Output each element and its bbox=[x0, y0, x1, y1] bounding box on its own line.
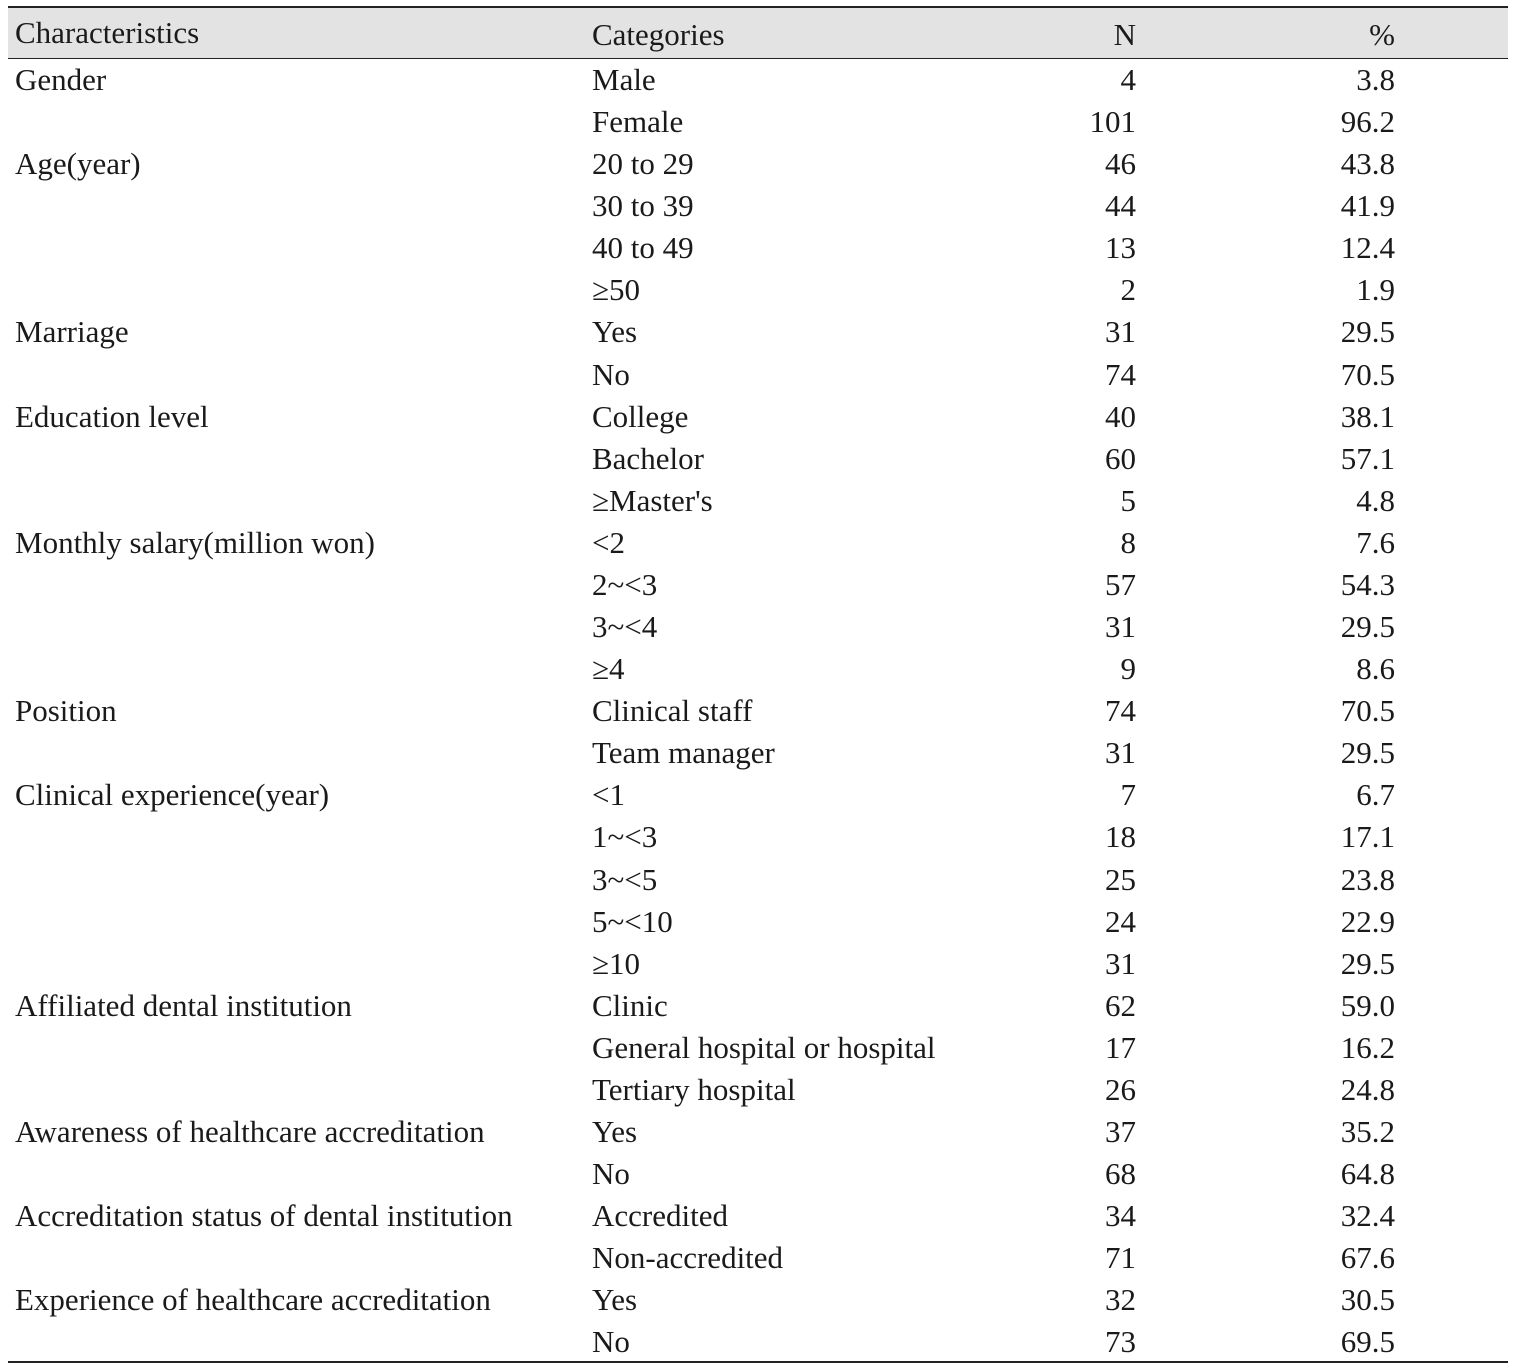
n-cell: 24 bbox=[1105, 903, 1136, 939]
table-row bbox=[8, 1111, 1508, 1153]
percent-cell: 7.6 bbox=[1356, 524, 1395, 560]
percent-cell: 35.2 bbox=[1340, 1114, 1395, 1149]
percent-cell: 70.5 bbox=[1340, 356, 1395, 392]
table-row bbox=[8, 59, 1508, 101]
n-cell: 31 bbox=[1105, 945, 1136, 981]
table-row bbox=[8, 1237, 1508, 1279]
n-cell: 26 bbox=[1105, 1071, 1136, 1107]
category-cell: Female bbox=[592, 104, 684, 140]
table-row bbox=[8, 143, 1508, 185]
category-cell: 30 to 39 bbox=[592, 188, 694, 224]
table-row bbox=[8, 1279, 1508, 1321]
table-row bbox=[8, 564, 1508, 606]
category-cell: Bachelor bbox=[592, 440, 704, 476]
n-cell: 101 bbox=[1089, 104, 1136, 140]
percent-cell: 41.9 bbox=[1340, 188, 1395, 224]
n-cell: 71 bbox=[1105, 1240, 1136, 1276]
percent-cell: 22.9 bbox=[1340, 903, 1395, 939]
table-row bbox=[8, 648, 1508, 690]
n-cell: 31 bbox=[1105, 735, 1136, 771]
table-row bbox=[8, 774, 1508, 816]
category-cell: Yes bbox=[592, 1282, 638, 1318]
category-cell: Yes bbox=[592, 1114, 638, 1149]
table-bottom-rule bbox=[8, 1361, 1508, 1363]
table-row bbox=[8, 606, 1508, 648]
header-percent: % bbox=[1369, 17, 1395, 52]
category-cell: 40 to 49 bbox=[592, 230, 694, 266]
category-cell: No bbox=[592, 356, 630, 392]
table-row bbox=[8, 1069, 1508, 1111]
category-cell: 3~<5 bbox=[592, 861, 658, 897]
n-cell: 9 bbox=[1120, 651, 1136, 687]
table-row bbox=[8, 438, 1508, 480]
characteristic-cell: Age(year) bbox=[15, 146, 141, 182]
category-cell: ≥50 bbox=[592, 272, 641, 308]
percent-cell: 59.0 bbox=[1340, 987, 1395, 1023]
table-row bbox=[8, 185, 1508, 227]
n-cell: 68 bbox=[1105, 1156, 1136, 1192]
table-header bbox=[8, 8, 1508, 59]
percent-cell: 29.5 bbox=[1340, 945, 1395, 981]
characteristic-cell: Monthly salary(million won) bbox=[15, 524, 375, 560]
percent-cell: 69.5 bbox=[1340, 1324, 1395, 1360]
category-cell: No bbox=[592, 1324, 630, 1360]
table-row bbox=[8, 1321, 1508, 1363]
category-cell: No bbox=[592, 1156, 630, 1192]
n-cell: 4 bbox=[1120, 62, 1136, 97]
percent-cell: 24.8 bbox=[1340, 1071, 1395, 1107]
n-cell: 32 bbox=[1105, 1282, 1136, 1318]
n-cell: 5 bbox=[1120, 482, 1136, 518]
n-cell: 17 bbox=[1105, 1029, 1136, 1065]
category-cell: Male bbox=[592, 62, 656, 97]
table-row bbox=[8, 522, 1508, 564]
percent-cell: 96.2 bbox=[1340, 104, 1395, 140]
header-categories: Categories bbox=[592, 17, 725, 52]
table-row bbox=[8, 1027, 1508, 1069]
table-row bbox=[8, 354, 1508, 396]
category-cell: Yes bbox=[592, 314, 638, 350]
n-cell: 18 bbox=[1105, 819, 1136, 855]
percent-cell: 3.8 bbox=[1356, 62, 1395, 97]
n-cell: 46 bbox=[1105, 146, 1136, 182]
characteristic-cell: Clinical experience(year) bbox=[15, 777, 330, 813]
percent-cell: 12.4 bbox=[1340, 230, 1395, 266]
table-row bbox=[8, 690, 1508, 732]
n-cell: 57 bbox=[1105, 566, 1136, 602]
category-cell: Clinic bbox=[592, 987, 668, 1023]
percent-cell: 32.4 bbox=[1340, 1198, 1395, 1234]
table-row bbox=[8, 732, 1508, 774]
n-cell: 25 bbox=[1105, 861, 1136, 897]
header-characteristics: Characteristics bbox=[15, 15, 200, 50]
n-cell: 60 bbox=[1105, 440, 1136, 476]
table-row bbox=[8, 101, 1508, 143]
n-cell: 7 bbox=[1120, 777, 1136, 813]
category-cell: 3~<4 bbox=[592, 609, 658, 645]
n-cell: 34 bbox=[1105, 1198, 1136, 1234]
table-row bbox=[8, 901, 1508, 943]
table-row bbox=[8, 396, 1508, 438]
category-cell: 20 to 29 bbox=[592, 146, 694, 182]
n-cell: 74 bbox=[1105, 693, 1136, 729]
characteristic-cell: Position bbox=[15, 693, 117, 729]
n-cell: 40 bbox=[1105, 398, 1136, 434]
category-cell: 1~<3 bbox=[592, 819, 658, 855]
percent-cell: 64.8 bbox=[1340, 1156, 1395, 1192]
percent-cell: 29.5 bbox=[1340, 314, 1395, 350]
category-cell: ≥10 bbox=[592, 945, 641, 981]
percent-cell: 43.8 bbox=[1340, 146, 1395, 182]
characteristic-cell: Gender bbox=[15, 62, 107, 97]
table-row bbox=[8, 311, 1508, 353]
percent-cell: 8.6 bbox=[1356, 651, 1395, 687]
table-row bbox=[8, 816, 1508, 858]
percent-cell: 29.5 bbox=[1340, 609, 1395, 645]
n-cell: 2 bbox=[1120, 272, 1136, 308]
table-row bbox=[8, 859, 1508, 901]
n-cell: 74 bbox=[1105, 356, 1136, 392]
category-cell: General hospital or hospital bbox=[592, 1029, 936, 1065]
percent-cell: 23.8 bbox=[1340, 861, 1395, 897]
category-cell: 2~<3 bbox=[592, 566, 658, 602]
table-row bbox=[8, 943, 1508, 985]
table-row bbox=[8, 1195, 1508, 1237]
characteristic-cell: Education level bbox=[15, 398, 209, 434]
category-cell: Non-accredited bbox=[592, 1240, 784, 1276]
category-cell: Accredited bbox=[592, 1198, 728, 1234]
category-cell: <1 bbox=[592, 777, 625, 813]
percent-cell: 30.5 bbox=[1340, 1282, 1395, 1318]
n-cell: 31 bbox=[1105, 314, 1136, 350]
category-cell: 5~<10 bbox=[592, 903, 673, 939]
category-cell: College bbox=[592, 398, 689, 434]
table-row bbox=[8, 985, 1508, 1027]
n-cell: 62 bbox=[1105, 987, 1136, 1023]
characteristic-cell: Marriage bbox=[15, 314, 129, 350]
category-cell: Clinical staff bbox=[592, 693, 753, 729]
n-cell: 73 bbox=[1105, 1324, 1136, 1360]
table-row bbox=[8, 1153, 1508, 1195]
percent-cell: 1.9 bbox=[1356, 272, 1395, 308]
characteristic-cell: Affiliated dental institution bbox=[15, 987, 352, 1023]
table-row bbox=[8, 480, 1508, 522]
percent-cell: 54.3 bbox=[1340, 566, 1395, 602]
category-cell: <2 bbox=[592, 524, 625, 560]
category-cell: ≥Master's bbox=[592, 482, 713, 518]
header-n: N bbox=[1113, 17, 1136, 52]
table-row bbox=[8, 227, 1508, 269]
category-cell: Tertiary hospital bbox=[592, 1071, 796, 1107]
characteristic-cell: Experience of healthcare accreditation bbox=[15, 1282, 491, 1318]
n-cell: 8 bbox=[1120, 524, 1136, 560]
characteristic-cell: Awareness of healthcare accreditation bbox=[15, 1114, 485, 1149]
percent-cell: 57.1 bbox=[1340, 440, 1395, 476]
percent-cell: 17.1 bbox=[1340, 819, 1395, 855]
percent-cell: 70.5 bbox=[1340, 693, 1395, 729]
percent-cell: 16.2 bbox=[1340, 1029, 1395, 1065]
characteristic-cell: Accreditation status of dental institution bbox=[15, 1198, 513, 1234]
n-cell: 31 bbox=[1105, 609, 1136, 645]
n-cell: 13 bbox=[1105, 230, 1136, 266]
percent-cell: 29.5 bbox=[1340, 735, 1395, 771]
percent-cell: 67.6 bbox=[1340, 1240, 1395, 1276]
category-cell: Team manager bbox=[592, 735, 775, 771]
n-cell: 37 bbox=[1105, 1114, 1136, 1149]
category-cell: ≥4 bbox=[592, 651, 625, 687]
percent-cell: 38.1 bbox=[1340, 398, 1395, 434]
table-row bbox=[8, 269, 1508, 311]
n-cell: 44 bbox=[1105, 188, 1136, 224]
percent-cell: 6.7 bbox=[1356, 777, 1395, 813]
percent-cell: 4.8 bbox=[1356, 482, 1395, 518]
